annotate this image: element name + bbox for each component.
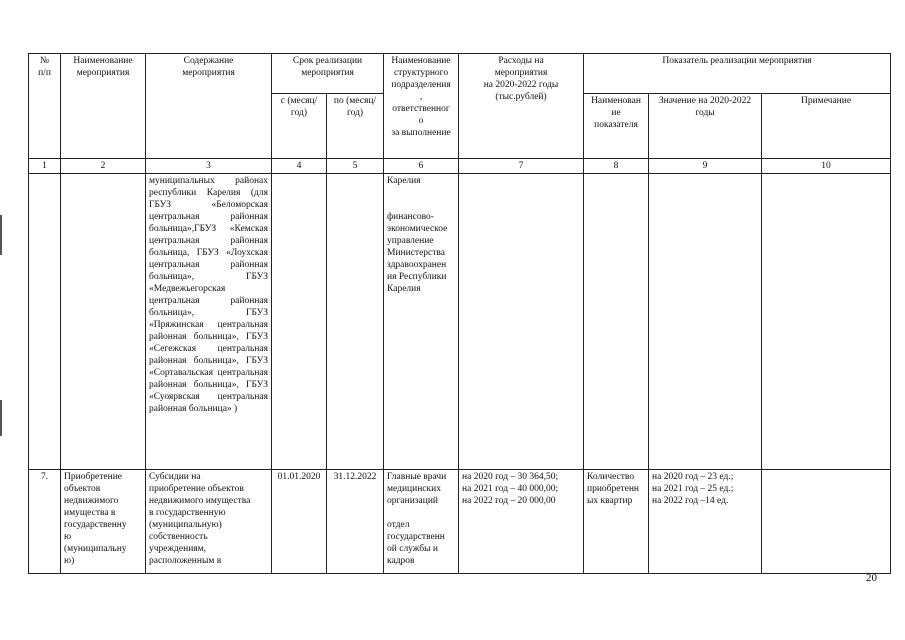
- scan-mark: [0, 215, 2, 255]
- table-row: [29, 174, 891, 470]
- col-number: 2: [61, 159, 146, 174]
- header-expenses: Расходы на мероприятия на 2020-2022 годы (тыс.рублей): [459, 54, 584, 159]
- header-term: Срок реализации мероприятия: [272, 54, 384, 94]
- row7-to: 31.12.2022: [327, 470, 384, 574]
- header-indicator: Показатель реализации мероприятия: [584, 54, 891, 94]
- header-content: Содержание мероприятия: [146, 54, 272, 159]
- col-number: 3: [146, 159, 272, 174]
- row7-name: Приобретение объектов недвижимого имущества в государственну ю (муниципальну ю): [61, 470, 146, 574]
- program-table: [28, 53, 891, 574]
- header-from: с (месяц/ год): [272, 94, 327, 159]
- row7-from: 01.01.2020: [272, 470, 327, 574]
- table-row: [29, 470, 891, 574]
- header-ind-value: Значение на 2020-2022 годы: [649, 94, 762, 159]
- col-number: 4: [272, 159, 327, 174]
- header-to: по (месяц/ год): [327, 94, 384, 159]
- cont-content-cell: муниципальных районах республики Карелия (для ГБУЗ «Беломорская центральная районная больница»,ГБУЗ «Кемская центральная районная больница, ГБУЗ «Лоухская центральная районная больница», ГБУЗ «Медвежьегорская центральная районная больница», ГБУЗ «Пряжинская центральная районная больница», ГБУЗ «Сегежская центральная районная больница», ГБУЗ «Сортавальская центральная районная больница», ГБУЗ «Суоярвская центральная районная больница» ): [146, 174, 272, 470]
- row7-ind-name: Количество приобретенн ых квартир: [584, 470, 649, 574]
- cont-unit-cell: Карелия финансово- экономическое управление Министерства здравоохранен ия Республики Карелия: [384, 174, 459, 470]
- row7-unit: Главные врачи медицинских организаций отдел государственн ой службы и кадров: [384, 470, 459, 574]
- col-number: 7: [459, 159, 584, 174]
- header-note: Примечание: [762, 94, 891, 159]
- col-number: 6: [384, 159, 459, 174]
- row7-content: Субсидии на приобретение объектов недвижимого имущества в государственную (муниципальную) собственность учреждениям, расположенным в: [146, 470, 272, 574]
- col-number: 10: [762, 159, 891, 174]
- page-number: 20: [866, 572, 877, 584]
- col-number: 5: [327, 159, 384, 174]
- row7-ind-value: на 2020 год – 23 ед.; на 2021 год – 25 ед.; на 2022 год –14 ед.: [649, 470, 762, 574]
- header-unit: Наименование структурного подразделения , ответственног о за выполнение: [384, 54, 459, 159]
- row7-note: [762, 470, 891, 574]
- scan-mark: [0, 400, 2, 436]
- row7-num: 7.: [29, 470, 61, 574]
- col-number: 9: [649, 159, 762, 174]
- col-number: 8: [584, 159, 649, 174]
- col-number: 1: [29, 159, 61, 174]
- row7-expenses: на 2020 год – 30 364,50; на 2021 год – 40 000,00; на 2022 год – 20 000,00: [459, 470, 584, 574]
- header-ind-name: Наименован ие показателя: [584, 94, 649, 159]
- header-name: Наименование мероприятия: [61, 54, 146, 159]
- header-num: № п/п: [29, 54, 61, 159]
